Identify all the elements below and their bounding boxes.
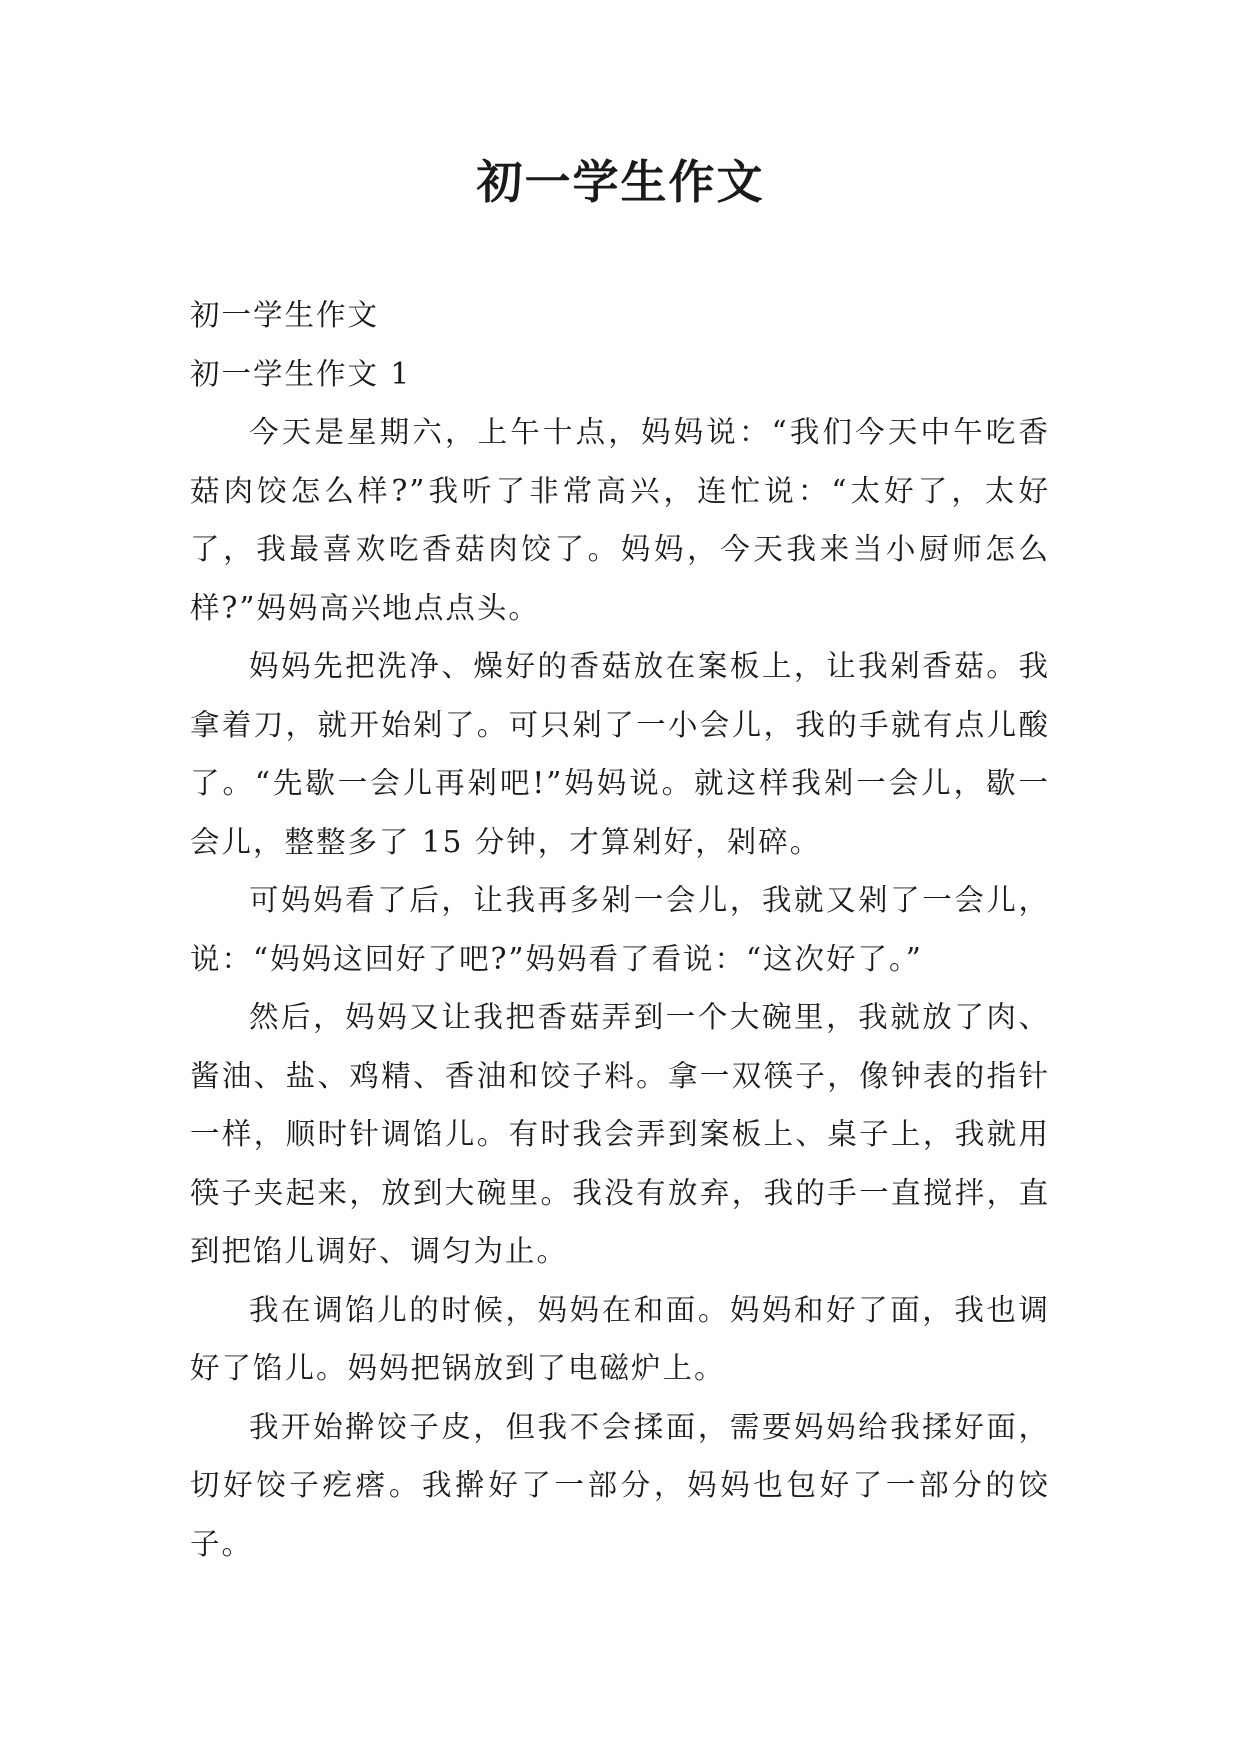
paragraph: 然后，妈妈又让我把香菇弄到一个大碗里，我就放了肉、酱油、盐、鸡精、香油和饺子料。拿一双筷子，像钟表的指针一样，顺时针调馅儿。有时我会弄到案板上、桌子上，我就用筷子夹起来，放到大碗里。我没有放弃，我的手一直搅拌，直到把馅儿调好、调匀为止。 bbox=[190, 1000, 1050, 1268]
document-body bbox=[190, 286, 1050, 1573]
document-title: 初一学生作文 bbox=[476, 155, 765, 209]
paragraph: 我开始擀饺子皮，但我不会揉面，需要妈妈给我揉好面，切好饺子疙瘩。我擀好了一部分，妈妈也包好了一部分的饺子。 bbox=[190, 1409, 1050, 1561]
paragraph: 可妈妈看了后，让我再多剁一会儿，我就又剁了一会儿，说：“妈妈这回好了吧?”妈妈看了看说：“这次好了。” bbox=[190, 883, 1050, 976]
paragraph: 妈妈先把洗净、燥好的香菇放在案板上，让我剁香菇。我拿着刀，就开始剁了。可只剁了一小会儿，我的手就有点儿酸了。“先歇一会儿再剁吧!”妈妈说。就这样我剁一会儿，歇一会儿，整整多了 15 分钟，才算剁好，剁碎。 bbox=[190, 649, 1050, 859]
essay-subheading: 初一学生作文 1 bbox=[190, 356, 412, 391]
paragraph: 今天是星期六，上午十点，妈妈说：“我们今天中午吃香菇肉饺怎么样?”我听了非常高兴，连忙说：“太好了，太好了，我最喜欢吃香菇肉饺了。妈妈，今天我来当小厨师怎么样?”妈妈高兴地点点头。 bbox=[190, 415, 1050, 625]
paragraph: 我在调馅儿的时候，妈妈在和面。妈妈和好了面，我也调好了馅儿。妈妈把锅放到了电磁炉上。 bbox=[190, 1292, 1050, 1385]
essay-heading: 初一学生作文 bbox=[190, 298, 380, 332]
